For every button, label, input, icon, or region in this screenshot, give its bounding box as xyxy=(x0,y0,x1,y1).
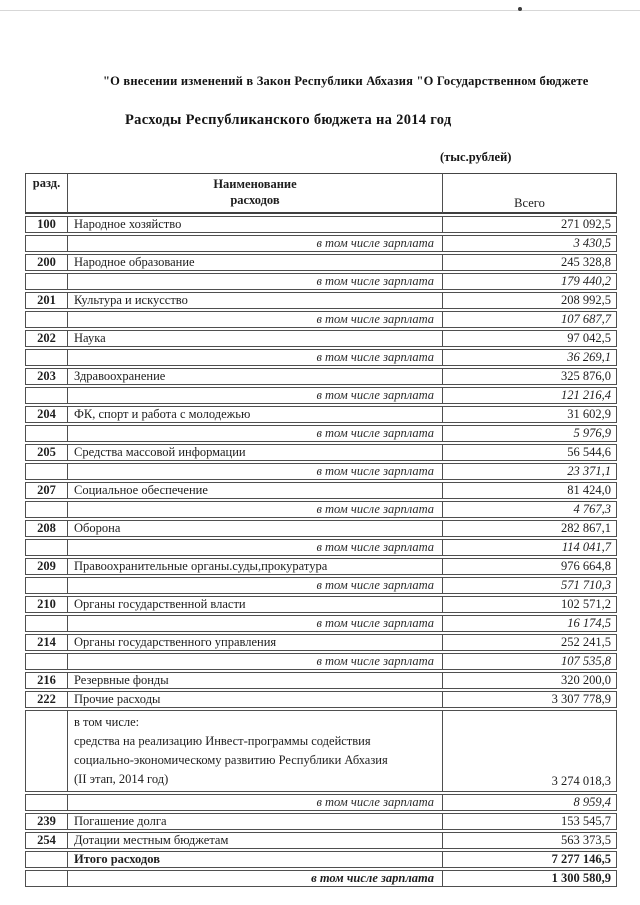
row-expense-name: Средства массовой информации xyxy=(68,444,443,461)
row-total-value: 976 664,8 xyxy=(443,558,617,575)
row-total-value: 271 092,5 xyxy=(443,216,617,233)
table-body xyxy=(25,216,617,887)
table-row xyxy=(25,710,617,792)
units-note: (тыс.рублей) xyxy=(440,150,512,164)
row-total-value: 102 571,2 xyxy=(443,596,617,613)
row-expense-name: в том числе: средства на реализацию Инвест-программы содействия социально-экономическому развитию Республики Абхазия (II этап, 2014 год) xyxy=(68,710,443,792)
row-expense-name: в том числе зарплата xyxy=(68,387,443,404)
row-section-code xyxy=(25,577,68,594)
table-row xyxy=(25,216,617,233)
row-section-code xyxy=(25,425,68,442)
row-expense-name: Наука xyxy=(68,330,443,347)
row-total-value: 153 545,7 xyxy=(443,813,617,830)
row-section-code: 200 xyxy=(25,254,68,271)
table-row xyxy=(25,311,617,328)
row-expense-name: в том числе зарплата xyxy=(68,235,443,252)
row-expense-name: Органы государственной власти xyxy=(68,596,443,613)
row-expense-name: в том числе зарплата xyxy=(68,463,443,480)
row-total-value: 107 535,8 xyxy=(443,653,617,670)
row-section-code: 201 xyxy=(25,292,68,309)
row-total-value: 16 174,5 xyxy=(443,615,617,632)
row-section-code xyxy=(25,501,68,518)
row-total-value: 208 992,5 xyxy=(443,292,617,309)
row-expense-name: Оборона xyxy=(68,520,443,537)
row-section-code xyxy=(25,653,68,670)
row-total-value: 3 307 778,9 xyxy=(443,691,617,708)
row-expense-name: Прочие расходы xyxy=(68,691,443,708)
row-expense-name: в том числе зарплата xyxy=(68,501,443,518)
table-row xyxy=(25,330,617,347)
row-expense-name: в том числе зарплата xyxy=(68,311,443,328)
scan-artifact-dot xyxy=(518,7,522,11)
row-total-value: 3 274 018,3 xyxy=(443,710,617,792)
col-header-total: Всего xyxy=(443,173,617,214)
row-total-value: 107 687,7 xyxy=(443,311,617,328)
table-row xyxy=(25,851,617,868)
row-section-code xyxy=(25,851,68,868)
row-expense-name: Дотации местным бюджетам xyxy=(68,832,443,849)
row-expense-name: ФК, спорт и работа с молодежью xyxy=(68,406,443,423)
row-section-code: 205 xyxy=(25,444,68,461)
row-section-code: 239 xyxy=(25,813,68,830)
row-expense-name: Культура и искусство xyxy=(68,292,443,309)
table-row xyxy=(25,425,617,442)
table-row xyxy=(25,387,617,404)
table-row xyxy=(25,520,617,537)
row-expense-name: в том числе зарплата xyxy=(68,615,443,632)
row-total-value: 31 602,9 xyxy=(443,406,617,423)
row-total-value: 5 976,9 xyxy=(443,425,617,442)
row-total-value: 325 876,0 xyxy=(443,368,617,385)
row-expense-name: Социальное обеспечение xyxy=(68,482,443,499)
row-total-value: 3 430,5 xyxy=(443,235,617,252)
col-header-section: разд. xyxy=(25,173,68,214)
row-expense-name: Народное хозяйство xyxy=(68,216,443,233)
row-section-code xyxy=(25,710,68,792)
table-row xyxy=(25,596,617,613)
table-row xyxy=(25,832,617,849)
row-section-code: 208 xyxy=(25,520,68,537)
row-section-code xyxy=(25,539,68,556)
col-header-name-line1: Наименование xyxy=(213,177,297,191)
row-expense-name: Здравоохранение xyxy=(68,368,443,385)
row-total-value: 8 959,4 xyxy=(443,794,617,811)
table-row xyxy=(25,349,617,366)
row-expense-name: в том числе зарплата xyxy=(68,653,443,670)
scan-artifact-line xyxy=(0,10,640,11)
row-total-value: 245 328,8 xyxy=(443,254,617,271)
row-expense-name: в том числе зарплата xyxy=(68,273,443,290)
table-row xyxy=(25,463,617,480)
row-total-value: 179 440,2 xyxy=(443,273,617,290)
row-section-code xyxy=(25,387,68,404)
row-total-value: 56 544,6 xyxy=(443,444,617,461)
row-section-code: 254 xyxy=(25,832,68,849)
row-total-value: 4 767,3 xyxy=(443,501,617,518)
table-row xyxy=(25,444,617,461)
row-total-value: 121 216,4 xyxy=(443,387,617,404)
row-section-code: 203 xyxy=(25,368,68,385)
table-row xyxy=(25,292,617,309)
row-section-code: 204 xyxy=(25,406,68,423)
row-total-value: 252 241,5 xyxy=(443,634,617,651)
row-section-code xyxy=(25,235,68,252)
row-section-code xyxy=(25,615,68,632)
table-row xyxy=(25,691,617,708)
row-section-code xyxy=(25,311,68,328)
table-row xyxy=(25,794,617,811)
row-section-code xyxy=(25,794,68,811)
row-total-value: 563 373,5 xyxy=(443,832,617,849)
budget-table xyxy=(25,171,617,889)
row-section-code: 214 xyxy=(25,634,68,651)
table-row xyxy=(25,539,617,556)
row-section-code xyxy=(25,349,68,366)
table-row xyxy=(25,406,617,423)
table-row xyxy=(25,254,617,271)
row-section-code: 202 xyxy=(25,330,68,347)
page-title: Расходы Республиканского бюджета на 2014 год xyxy=(125,112,452,128)
table-row xyxy=(25,273,617,290)
row-section-code xyxy=(25,273,68,290)
row-section-code: 216 xyxy=(25,672,68,689)
document-title: "О внесении изменений в Закон Республики Абхазия "О Государственном бюджете xyxy=(103,74,589,88)
table-row xyxy=(25,870,617,887)
row-total-value: 97 042,5 xyxy=(443,330,617,347)
row-section-code xyxy=(25,870,68,887)
row-expense-name: в том числе зарплата xyxy=(68,349,443,366)
row-expense-name: Итого расходов xyxy=(68,851,443,868)
row-section-code: 209 xyxy=(25,558,68,575)
table-row xyxy=(25,482,617,499)
row-total-value: 81 424,0 xyxy=(443,482,617,499)
table-row xyxy=(25,634,617,651)
row-expense-name: Резервные фонды xyxy=(68,672,443,689)
table-row xyxy=(25,501,617,518)
col-header-name-line2: расходов xyxy=(230,193,280,207)
table-row xyxy=(25,615,617,632)
table-row xyxy=(25,368,617,385)
table-row xyxy=(25,558,617,575)
row-expense-name: в том числе зарплата xyxy=(68,425,443,442)
row-total-value: 114 041,7 xyxy=(443,539,617,556)
table-row xyxy=(25,813,617,830)
row-total-value: 7 277 146,5 xyxy=(443,851,617,868)
row-total-value: 23 371,1 xyxy=(443,463,617,480)
row-expense-name: в том числе зарплата xyxy=(68,577,443,594)
row-expense-name: Правоохранительные органы.суды,прокуратура xyxy=(68,558,443,575)
row-total-value: 571 710,3 xyxy=(443,577,617,594)
row-section-code: 100 xyxy=(25,216,68,233)
table-row xyxy=(25,577,617,594)
table-row xyxy=(25,235,617,252)
row-section-code: 222 xyxy=(25,691,68,708)
row-expense-name: Погашение долга xyxy=(68,813,443,830)
row-section-code xyxy=(25,463,68,480)
row-total-value: 320 200,0 xyxy=(443,672,617,689)
table-header-row xyxy=(25,173,617,214)
row-section-code: 210 xyxy=(25,596,68,613)
row-expense-name: Народное образование xyxy=(68,254,443,271)
row-expense-name: в том числе зарплата xyxy=(68,870,443,887)
row-expense-name: в том числе зарплата xyxy=(68,539,443,556)
col-header-name xyxy=(68,173,443,214)
row-total-value: 1 300 580,9 xyxy=(443,870,617,887)
row-total-value: 282 867,1 xyxy=(443,520,617,537)
table-row xyxy=(25,653,617,670)
row-expense-name: Органы государственного управления xyxy=(68,634,443,651)
row-section-code: 207 xyxy=(25,482,68,499)
row-expense-name: в том числе зарплата xyxy=(68,794,443,811)
table-row xyxy=(25,672,617,689)
row-total-value: 36 269,1 xyxy=(443,349,617,366)
